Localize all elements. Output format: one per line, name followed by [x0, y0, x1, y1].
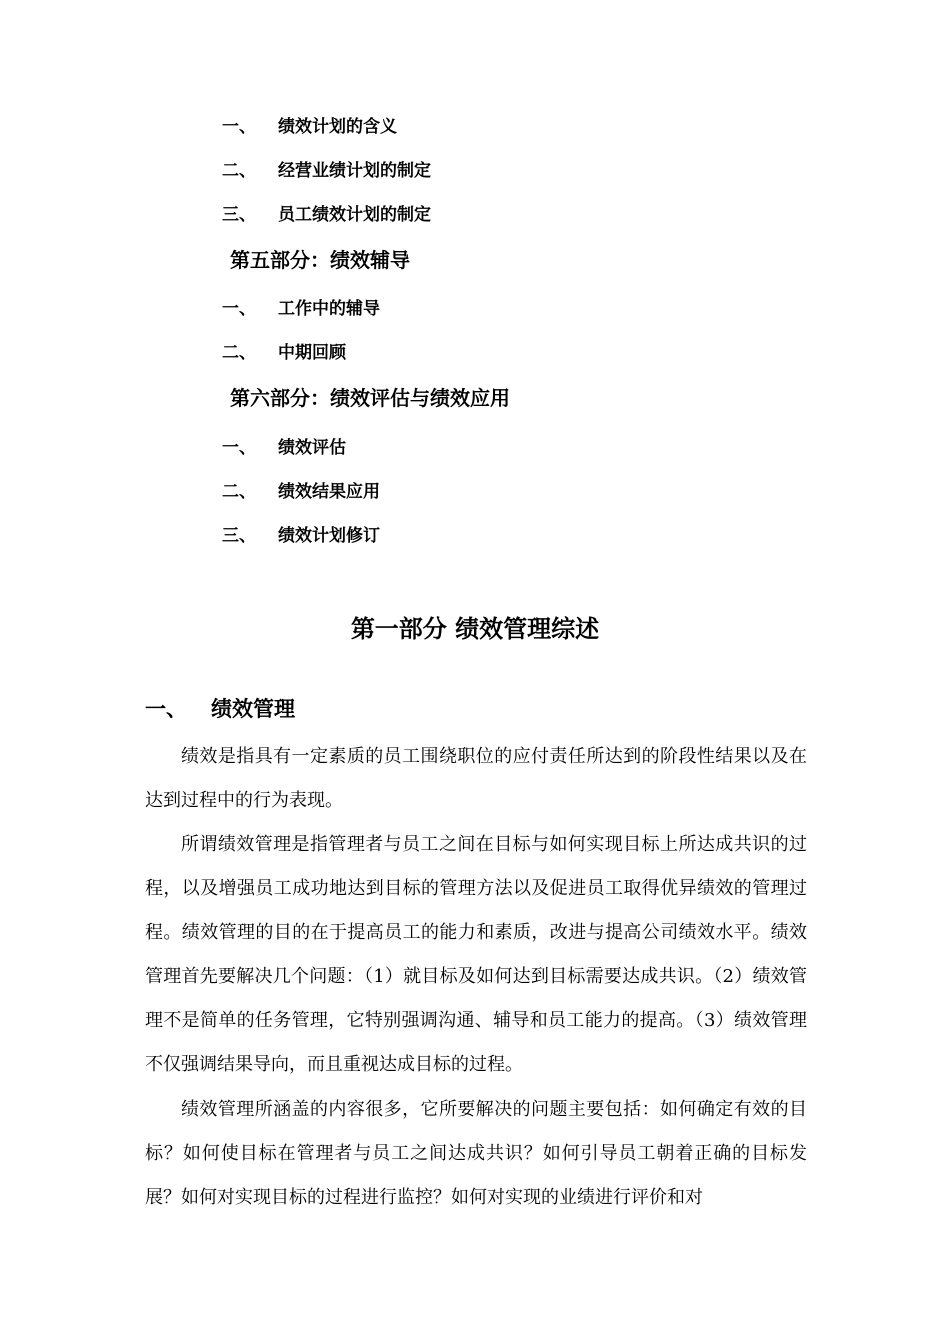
toc-item-number: 二、 — [222, 482, 256, 502]
section-number: 一、 — [145, 697, 187, 721]
toc-item-number: 一、 — [222, 117, 256, 137]
body-paragraph: 绩效管理所涵盖的内容很多，它所要解决的问题主要包括：如何确定有效的目标？如何使目标在管理者与员工之间达成共识？如何引导员工朝着正确的目标发展？如何对实现目标的过程进行监控？如何对实现的业绩进行评价和对 — [145, 1099, 807, 1208]
body-paragraph: 绩效是指具有一定素质的员工围绕职位的应付责任所达到的阶段性结果以及在达到过程中的行为表现。 — [145, 746, 807, 811]
toc-item-label: 绩效计划修订 — [278, 526, 380, 546]
toc-item-label: 绩效评估 — [278, 438, 346, 458]
toc-item-number: 三、 — [222, 205, 256, 225]
section-title: 绩效管理 — [211, 697, 295, 721]
toc-part-title: 第六部分：绩效评估与绩效应用 — [230, 386, 510, 410]
toc-item-number: 三、 — [222, 526, 256, 546]
toc-item-label: 绩效计划的含义 — [278, 117, 397, 137]
toc-item-number: 一、 — [222, 299, 256, 319]
toc-item-label: 员工绩效计划的制定 — [278, 205, 431, 225]
toc-item-number: 一、 — [222, 438, 256, 458]
toc-item-label: 经营业绩计划的制定 — [278, 161, 431, 181]
body-paragraph: 所谓绩效管理是指管理者与员工之间在目标与如何实现目标上所达成共识的过程，以及增强员工成功地达到目标的管理方法以及促进员工取得优异绩效的管理过程。绩效管理的目的在于提高员工的能力和素质，改进与提高公司绩效水平。绩效管理首先要解决几个问题：（1）就目标及如何达到目标需要达成共识。（2）绩效管理不是简单的任务管理，它特别强调沟通、辅导和员工能力的提高。（3）绩效管理不仅强调结果导向，而且重视达成目标的过程。 — [145, 834, 807, 1075]
chapter-title: 第一部分 绩效管理综述 — [350, 615, 600, 643]
toc-item-number: 二、 — [222, 343, 256, 363]
toc-item-label: 工作中的辅导 — [278, 299, 380, 319]
toc-item-label: 绩效结果应用 — [278, 482, 380, 502]
toc-item-number: 二、 — [222, 161, 256, 181]
toc-part-title: 第五部分：绩效辅导 — [230, 248, 410, 272]
toc-item-label: 中期回顾 — [278, 343, 346, 363]
